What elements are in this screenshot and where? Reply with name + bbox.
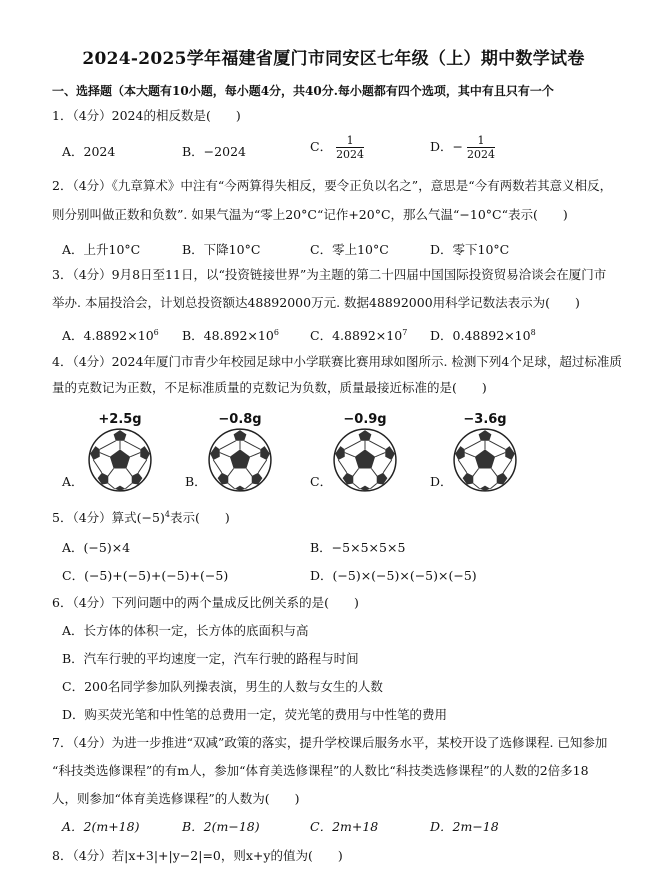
q5-stem-suffix: 表示( ) [169, 510, 230, 526]
fraction-denominator: 2024 [466, 148, 495, 161]
ball-c-weight: −0.9g [343, 412, 387, 427]
q7-option-a[interactable]: A．2(m+18) [62, 819, 140, 834]
q1-option-d[interactable] [430, 134, 495, 161]
q1-option-c-label: C． [310, 139, 333, 154]
q1-option-a[interactable]: A．2024 [62, 144, 116, 159]
section-heading: 一、选择题（本大题有10小题，每小题4分，共40分.每小题都有四个选项，其中有且只有一个 [52, 84, 554, 98]
fraction-numerator: 1 [336, 134, 364, 148]
soccer-ball-icon [88, 428, 152, 492]
q2-option-a[interactable]: A．上升10°C [62, 242, 141, 257]
q3-option-a-base: A．4.8892×10 [62, 328, 154, 343]
q2-option-b[interactable]: B．下降10°C [182, 242, 261, 257]
question-7-options [52, 817, 632, 837]
q1-option-d-fraction [467, 134, 495, 161]
page-title: 2024-2025学年福建省厦门市同安区七年级（上）期中数学试卷 [82, 49, 585, 69]
q5-stem-prefix: 5．（4分）算式(−5) [52, 510, 165, 526]
q7-option-d[interactable]: D．2m−18 [430, 819, 499, 834]
question-7-line-1: 7．（4分）为进一步推进“双减”政策的落实，提升学校课后服务水平，某校开设了选修课程. 已知参加 [52, 735, 608, 750]
soccer-ball-icon [333, 428, 397, 492]
exponent: 8 [530, 327, 536, 337]
question-5-options-row-1 [52, 538, 632, 558]
question-3-line-1: 3．（4分）9月8日至11日，以“投资链接世界”为主题的第二十四届中国国际投资贸易洽谈会在厦门市 [52, 267, 607, 282]
ball-a-weight: +2.5g [98, 412, 142, 427]
q4-option-b[interactable]: B． [185, 474, 207, 489]
question-3-options [52, 326, 632, 346]
q5-option-b[interactable]: B．−5×5×5×5 [310, 540, 406, 555]
question-2-options [52, 240, 632, 260]
question-8-stem: 8．（4分）若|x+3|+|y−2|=0，则x+y的值为( ) [52, 848, 343, 863]
q6-option-a[interactable]: A．长方体的体积一定，长方体的底面积与高 [62, 623, 309, 638]
q2-option-c[interactable]: C．零上10°C [310, 242, 389, 257]
question-4-line-1: 4．（4分）2024年厦门市青少年校园足球中小学联赛比赛用球如图所示. 检测下列4个足球，超过标准质 [52, 354, 622, 369]
q4-option-c[interactable]: C． [310, 474, 333, 489]
question-7-line-2: “科技类选修课程”的有m人，参加“体育美选修课程”的人数比“科技类选修课程”的人数的2倍多18 [52, 763, 589, 778]
q6-option-c[interactable]: C．200名同学参加队列操表演，男生的人数与女生的人数 [62, 679, 383, 694]
question-5-stem [52, 505, 632, 528]
q4-option-a[interactable]: A． [62, 474, 84, 489]
question-2-line-1: 2．（4分）《九章算术》中注有“今两算得失相反，要令正负以名之”，意思是“今有两数若其意义相反， [52, 178, 613, 193]
q5-option-d[interactable]: D．(−5)×(−5)×(−5)×(−5) [310, 568, 477, 583]
exponent: 6 [273, 327, 279, 337]
ball-d [445, 412, 525, 496]
question-4-line-2: 量的克数记为正数，不足标准质量的克数记为负数，质量最接近标准的是( ) [52, 380, 487, 395]
q1-option-c[interactable] [310, 134, 364, 161]
q1-option-b[interactable]: B．−2024 [182, 144, 246, 159]
ball-c [325, 412, 405, 496]
q3-option-c[interactable] [310, 326, 407, 344]
question-2-line-2: 则分别叫做正数和负数”. 如果气温为“零上20°C“记作+20°C，那么气温“−10°C“表示( ) [52, 207, 568, 222]
question-7-line-3: 人，则参加“体育美选修课程”的人数为( ) [52, 791, 300, 806]
ball-d-weight: −3.6g [463, 412, 507, 427]
q5-option-a[interactable]: A．(−5)×4 [62, 540, 131, 555]
ball-b-weight: −0.8g [218, 412, 262, 427]
q3-option-b-base: B．48.892×10 [182, 328, 274, 343]
q3-option-d[interactable] [430, 326, 536, 344]
q6-option-b[interactable]: B．汽车行驶的平均速度一定，汽车行驶的路程与时间 [62, 651, 359, 666]
question-3-line-2: 举办. 本届投洽会，计划总投资额达48892000万元. 数据48892000用科学记数法表示为( ) [52, 295, 580, 310]
ball-a [80, 412, 160, 496]
question-5-options-row-2 [52, 566, 632, 586]
exponent: 7 [402, 327, 408, 337]
q7-option-b[interactable]: B．2(m−18) [182, 819, 260, 834]
soccer-ball-icon [208, 428, 272, 492]
q2-option-d[interactable]: D．零下10°C [430, 242, 510, 257]
fraction-denominator: 2024 [336, 148, 365, 161]
q1-option-c-fraction [336, 134, 364, 161]
question-1-stem: 1．（4分）2024的相反数是( ) [52, 108, 241, 123]
exponent: 4 [164, 510, 170, 519]
question-1-options [52, 134, 632, 162]
q3-option-b[interactable] [182, 326, 279, 344]
q5-option-c[interactable]: C．(−5)+(−5)+(−5)+(−5) [62, 568, 229, 583]
question-6-stem: 6．（4分）下列问题中的两个量成反比例关系的是( ) [52, 595, 359, 610]
q4-option-d[interactable]: D． [430, 474, 453, 489]
q3-option-a[interactable] [62, 326, 159, 344]
q3-option-d-base: D．0.48892×10 [430, 328, 531, 343]
ball-b [200, 412, 280, 496]
q1-option-d-label: D．− [430, 139, 463, 154]
q7-option-c[interactable]: C．2m+18 [310, 819, 379, 834]
fraction-numerator: 1 [467, 134, 495, 148]
q3-option-c-base: C．4.8892×10 [310, 328, 403, 343]
q6-option-d[interactable]: D．购买荧光笔和中性笔的总费用一定，荧光笔的费用与中性笔的费用 [62, 707, 448, 722]
exponent: 6 [153, 327, 159, 337]
soccer-ball-icon [453, 428, 517, 492]
